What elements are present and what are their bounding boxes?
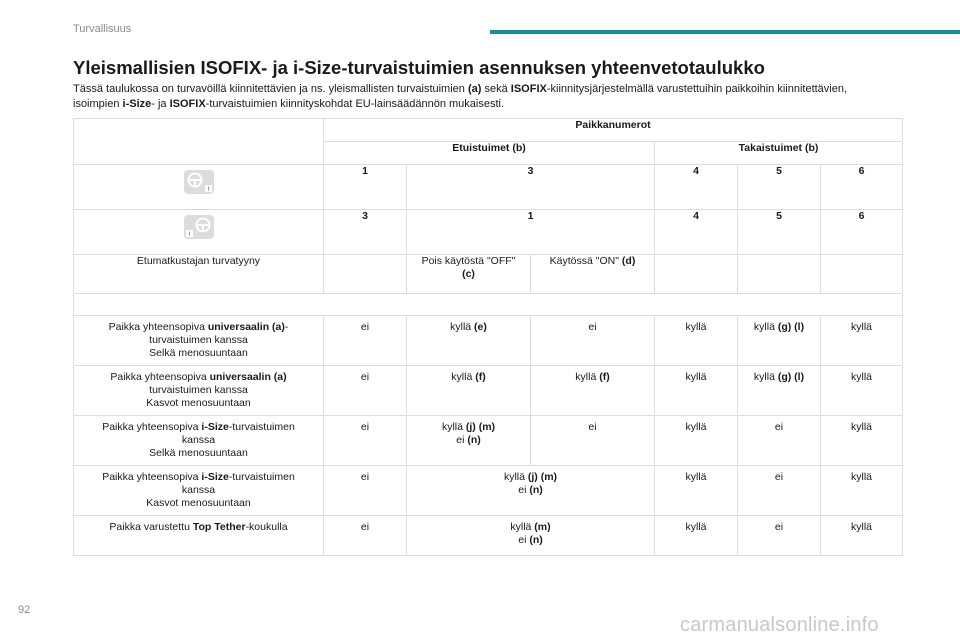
left-hand-drive-icon (182, 169, 216, 195)
table-cell: 5 (738, 165, 821, 210)
table-cell (738, 255, 821, 294)
page-number: 92 (18, 604, 31, 616)
airbag-label: Etumatkustajan turvatyyny (74, 255, 324, 294)
header-accent-bar (490, 30, 960, 34)
header-front-seats: Etuistuimet (b) (324, 142, 655, 165)
table-cell: kyllä (655, 366, 738, 416)
table-cell: 6 (821, 210, 903, 255)
table-cell: kyllä (e) (407, 316, 531, 366)
table-row (74, 466, 903, 516)
table-cell: ei (531, 416, 655, 466)
table-cell: kyllä (821, 516, 903, 556)
intro-paragraph: Tässä taulukossa on turvavöillä kiinnitettävien ja ns. yleismallisten turvaistuimien (a) sekä ISOFIX-kiinnitysjärjestelmällä varustettuihin paikkoihin kiinnitettävien, isoimpien i-Size- ja ISOFIX-turvaistuimien kiinnityskohdat EU-lainsäädännön mukaisesti. (73, 83, 848, 110)
table-cell: kyllä (821, 416, 903, 466)
table-cell: 4 (655, 210, 738, 255)
table-cell: kyllä (f) (531, 366, 655, 416)
table-cell: ei (324, 316, 407, 366)
watermark: carmanualsonline.info (680, 614, 879, 636)
table-cell: ei (324, 466, 407, 516)
spacer-row (74, 294, 903, 316)
table-cell: ei (324, 516, 407, 556)
header-empty-cell (74, 119, 324, 165)
table-row (74, 366, 903, 416)
left-hand-drive-cell (74, 165, 324, 210)
table-cell: kyllä (g) (l) (738, 366, 821, 416)
table-cell: ei (738, 516, 821, 556)
section-label: Turvallisuus (73, 23, 132, 35)
table-cell: 3 (407, 165, 655, 210)
table-cell (821, 255, 903, 294)
table-row (74, 516, 903, 556)
row-label: Paikka yhteensopiva universaalin (a)- turvaistuimen kanssa Selkä menosuuntaan (74, 316, 324, 366)
table-cell: 6 (821, 165, 903, 210)
table-cell: 3 (324, 210, 407, 255)
table-cell: kyllä (g) (l) (738, 316, 821, 366)
table-cell: ei (531, 316, 655, 366)
table-cell (655, 255, 738, 294)
table-cell: kyllä (821, 466, 903, 516)
header-seat-numbers: Paikkanumerot (324, 119, 903, 142)
table-row (74, 316, 903, 366)
table-cell: 5 (738, 210, 821, 255)
table-cell: kyllä (655, 316, 738, 366)
table-cell: kyllä (655, 416, 738, 466)
airbag-off-cell: Pois käytöstä "OFF" (c) (407, 255, 531, 294)
row-label: Paikka yhteensopiva i-Size-turvaistuimen kanssa Kasvot menosuuntaan (74, 466, 324, 516)
table-cell: kyllä (655, 516, 738, 556)
table-cell: ei (324, 416, 407, 466)
table-cell: kyllä (821, 316, 903, 366)
isofix-summary-table (73, 118, 903, 556)
right-hand-drive-cell (74, 210, 324, 255)
row-label: Paikka yhteensopiva universaalin (a) turvaistuimen kanssa Kasvot menosuuntaan (74, 366, 324, 416)
table-cell: kyllä (f) (407, 366, 531, 416)
table-cell: ei (738, 416, 821, 466)
table-cell: 1 (324, 165, 407, 210)
table-cell: kyllä (j) (m) ei (n) (407, 466, 655, 516)
row-label: Paikka varustettu Top Tether-koukulla (74, 516, 324, 556)
page-title: Yleismallisien ISOFIX- ja i-Size-turvaistuimien asennuksen yhteenvetotaulukko (73, 57, 765, 78)
table-cell: kyllä (821, 366, 903, 416)
table-cell: ei (738, 466, 821, 516)
table-cell: ei (324, 366, 407, 416)
header-rear-seats: Takaistuimet (b) (655, 142, 903, 165)
table-cell: 4 (655, 165, 738, 210)
airbag-on-cell: Käytössä "ON" (d) (531, 255, 655, 294)
row-label: Paikka yhteensopiva i-Size-turvaistuimen kanssa Selkä menosuuntaan (74, 416, 324, 466)
airbag-empty-cell (324, 255, 407, 294)
table-cell: kyllä (m) ei (n) (407, 516, 655, 556)
table-cell: kyllä (j) (m) ei (n) (407, 416, 531, 466)
right-hand-drive-icon (182, 214, 216, 240)
table-cell: kyllä (655, 466, 738, 516)
table-cell: 1 (407, 210, 655, 255)
table-row (74, 416, 903, 466)
